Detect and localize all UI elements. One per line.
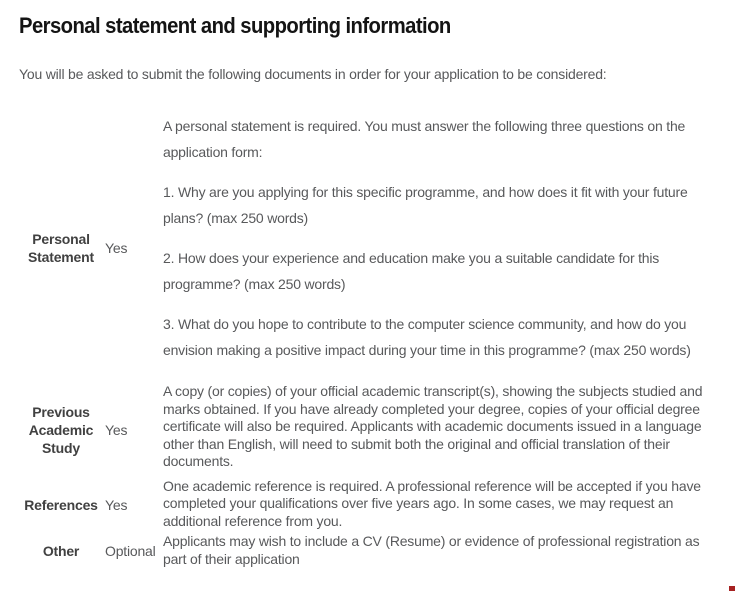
row-label-other: Other bbox=[42, 542, 80, 559]
row-content-personal-statement bbox=[163, 113, 722, 383]
table-row-references bbox=[19, 478, 722, 534]
paragraph: 3. What do you hope to contribute to the computer science community, and how do you envision making a positive impact during your time in this programme? (max 250 words) bbox=[163, 316, 691, 358]
paragraph: 1. Why are you applying for this specific programme, and how does it fit with your future plans? (max 250 words) bbox=[163, 184, 688, 226]
table-row-other bbox=[19, 533, 722, 568]
paragraph: A personal statement is required. You must answer the following three questions on the application form: bbox=[163, 118, 686, 160]
row-required-references: Yes bbox=[105, 497, 128, 514]
table-row-personal-statement bbox=[19, 113, 722, 383]
row-content-references bbox=[163, 478, 722, 534]
row-content-other bbox=[163, 533, 722, 568]
row-content-previous-academic-study bbox=[163, 383, 722, 478]
row-label-previous-academic-study: Previous Academic Study bbox=[28, 404, 94, 457]
page-title: Personal statement and supporting information bbox=[19, 13, 451, 38]
paragraph: 2. How does your experience and education make you a suitable candidate for this programme? (max 250 words) bbox=[163, 250, 660, 292]
row-label-references: References bbox=[24, 497, 98, 514]
bottom-right-artifact bbox=[729, 586, 735, 591]
table-row-previous-academic-study bbox=[19, 383, 722, 478]
row-required-previous-academic-study: Yes bbox=[105, 422, 128, 439]
paragraph: A copy (or copies) of your official academic transcript(s), showing the subjects studied and marks obtained. If you have already completed your degree, copies of your official degree certificate will also be required. Applicants with academic documents issued in a language other than English, will need to submit both the original and official translation of their documents. bbox=[163, 383, 703, 469]
intro-text: You will be asked to submit the following documents in order for your application to be considered: bbox=[19, 66, 607, 82]
paragraph: Applicants may wish to include a CV (Resume) or evidence of professional registration as part of their application bbox=[163, 533, 700, 567]
row-required-personal-statement: Yes bbox=[105, 240, 128, 256]
documents-table bbox=[19, 113, 722, 568]
row-required-other: Optional bbox=[105, 542, 156, 559]
paragraph: One academic reference is required. A professional reference will be accepted if you have completed your qualifications over five years ago. In some cases, we may request an additional reference from you. bbox=[163, 477, 701, 529]
row-label-personal-statement: Personal Statement bbox=[28, 231, 94, 265]
